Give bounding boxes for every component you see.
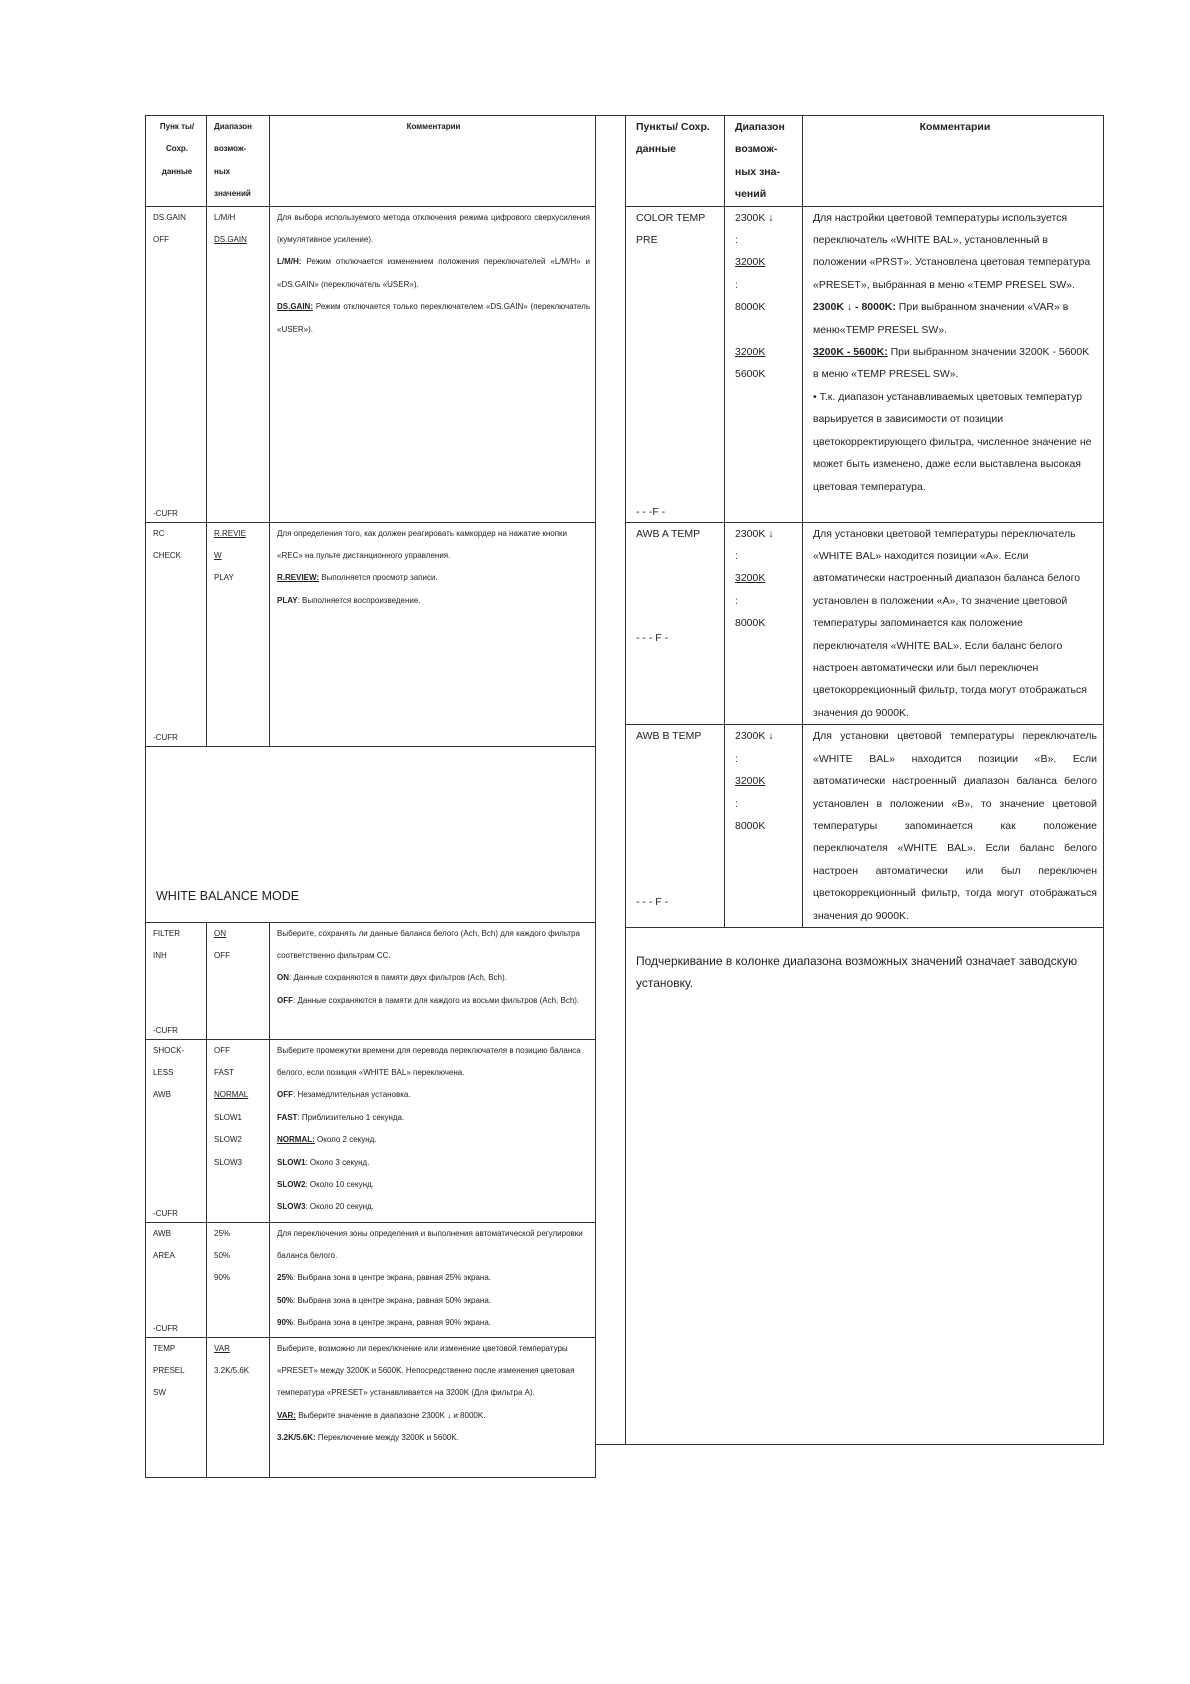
item-cell: TEMP PRESEL SW bbox=[146, 1337, 207, 1477]
save-data-code: -CUFR bbox=[153, 508, 178, 518]
table-row bbox=[146, 522, 596, 746]
comment-cell: Выберите, сохранять ли данные баланса белого (Ach, Bch) для каждого фильтра соответственно фильтрам CC. ON: Данные сохраняются в памяти двух фильтров (Ach, Bch). OFF: Данные сохраняются в памяти для каждого из восьми фильтров (Ach, Bch). bbox=[270, 922, 596, 1039]
right-settings-table bbox=[625, 115, 1103, 1445]
header-item: Пунк ты/ Сохр. данные bbox=[146, 116, 207, 207]
item-cell: RC CHECK -CUFR bbox=[146, 522, 207, 746]
right-table bbox=[625, 115, 1104, 1445]
save-data-code: -CUFR bbox=[153, 1208, 178, 1218]
table-row bbox=[146, 922, 596, 1039]
table-row bbox=[146, 206, 596, 522]
item-cell: AWB B TEMP - - - F - bbox=[626, 725, 725, 928]
range-cell: L/M/H DS.GAIN bbox=[207, 206, 270, 522]
range-cell: 2300K ↓ : 3200K : 8000K bbox=[725, 725, 803, 928]
range-cell: OFF FAST NORMAL SLOW1 SLOW2 SLOW3 bbox=[207, 1039, 270, 1222]
header-range: Диапазон возмож- ных зна- чений bbox=[725, 116, 803, 207]
comment-cell: Выберите промежутки времени для перевода переключателя в позицию баланса белого, если позиция «WHITE BAL» переключена. OFF: Незамедлительная установка. FAST: Приблизительно 1 секунда. NORMAL: Около 2 секунд. SLOW1: Около 3 секунд. SLOW2: Около 10 секунд. SLOW3: Около 20 секунд. bbox=[270, 1039, 596, 1222]
table-row bbox=[626, 522, 1104, 725]
range-cell: 25% 50% 90% bbox=[207, 1222, 270, 1337]
range-cell: 2300K ↓ : 3200K : 8000K 3200K 5600K bbox=[725, 206, 803, 522]
left-header-row bbox=[146, 116, 596, 207]
section-title: WHITE BALANCE MODE bbox=[146, 746, 596, 922]
table-row bbox=[626, 206, 1104, 522]
range-cell: VAR 3.2K/5.6K bbox=[207, 1337, 270, 1477]
comment-cell: Выберите, возможно ли переключение или изменение цветовой температуры «PRESET» между 3200K и 5600K. Непосредственно после изменения цветовая температура «PRESET» устанавливается на 3200K (Для фильтра A). VAR: Выберите значение в диапазоне 2300K ↓ и 8000K. 3.2K/5.6K: Переключение между 3200K и 5600K. bbox=[270, 1337, 596, 1477]
comment-cell: Для переключения зоны определения и выполнения автоматической регулировки баланса белого. 25%: Выбрана зона в центре экрана, равная 25% экрана. 50%: Выбрана зона в центре экрана, равная 50% экрана. 90%: Выбрана зона в центре экрана, равная 90% экрана. bbox=[270, 1222, 596, 1337]
table-row bbox=[626, 725, 1104, 928]
note-row bbox=[626, 927, 1104, 1444]
table-row bbox=[146, 1039, 596, 1222]
item-cell: FILTER INH -CUFR bbox=[146, 922, 207, 1039]
save-data-code: - - - F - bbox=[636, 895, 669, 908]
underline-note: Подчеркивание в колонке диапазона возможных значений означает заводскую установку. bbox=[626, 927, 1104, 1444]
save-data-code: - - - F - bbox=[636, 631, 669, 644]
comment-cell: Для настройки цветовой температуры используется переключатель «WHITE BAL», установленный в положении «PRST». Установлена цветовая температура «PRESET», выбранная в меню «TEMP PRESEL SW». 2300K ↓ - 8000K: При выбранном значении «VAR» в меню«TEMP PRESEL SW». 3200K - 5600K: При выбранном значении 3200K - 5600K в меню «TEMP PRESEL SW». • Т.к. диапазон устанавливаемых цветовых температур варьируется в зависимости от позиции цветокорректирующего фильтра, численное значение не может быть изменено, даже если выставлена высокая цветовая температура. bbox=[803, 206, 1104, 522]
item-cell: AWB A TEMP - - - F - bbox=[626, 522, 725, 725]
comment-cell: Для установки цветовой температуры переключатель «WHITE BAL» находится позиции «B». Если автоматически настроенный диапазон баланса белого установлен в положении «B», то значение цветовой температуры запоминается как положение переключателя «WHITE BAL». Если баланс белого настроен автоматически или был переключен цветокоррекционный фильтр, тогда могут отображаться значения до 9000K. bbox=[803, 725, 1104, 928]
header-range: Диапазон возмож- ных значений bbox=[207, 116, 270, 207]
header-comments: Комментарии bbox=[803, 116, 1104, 207]
left-table bbox=[145, 115, 596, 1478]
save-data-code: -CUFR bbox=[153, 732, 178, 742]
save-data-code: - - -F - bbox=[636, 505, 666, 518]
comment-cell: Для определения того, как должен реагировать камкордер на нажатие кнопки «REC» на пульте дистанционного управления. R.REVIEW: Выполняется просмотр записи. PLAY: Выполняется воспроизведение. bbox=[270, 522, 596, 746]
range-cell: 2300K ↓ : 3200K : 8000K bbox=[725, 522, 803, 725]
item-cell: AWB AREA -CUFR bbox=[146, 1222, 207, 1337]
section-row bbox=[146, 746, 596, 922]
header-item: Пункты/ Сохр. данные bbox=[626, 116, 725, 207]
range-cell: R.REVIE W PLAY bbox=[207, 522, 270, 746]
save-data-code: -CUFR bbox=[153, 1323, 178, 1333]
table-row bbox=[146, 1222, 596, 1337]
comment-cell: Для выбора используемого метода отключения режима цифрового сверхусиления (кумулятивное усиление). L/M/H: Режим отключается изменением положения переключателей «L/M/H» и «DS.GAIN» (переключатель «USER»). DS.GAIN: Режим отключается только переключателем «DS.GAIN» (переключатель «USER»). bbox=[270, 206, 596, 522]
header-comments: Комментарии bbox=[270, 116, 596, 207]
item-cell: SHOCK- LESS AWB -CUFR bbox=[146, 1039, 207, 1222]
table-row bbox=[146, 1337, 596, 1477]
save-data-code: -CUFR bbox=[153, 1025, 178, 1035]
range-cell: ON OFF bbox=[207, 922, 270, 1039]
column-divider bbox=[595, 115, 625, 1445]
comment-cell: Для установки цветовой температуры переключатель «WHITE BAL» находится позиции «A». Если автоматически настроенный диапазон баланса белого установлен в положении «A», то значение цветовой температуры запоминается как положение переключателя «WHITE BAL». Если баланс белого настроен автоматически или был переключен цветокоррекционный фильтр, тогда могут отображаться значения до 9000K. bbox=[803, 522, 1104, 725]
left-settings-table bbox=[145, 115, 595, 1478]
item-cell: DS.GAIN OFF -CUFR bbox=[146, 206, 207, 522]
item-cell: COLOR TEMP PRE - - -F - bbox=[626, 206, 725, 522]
right-header-row bbox=[626, 116, 1104, 207]
